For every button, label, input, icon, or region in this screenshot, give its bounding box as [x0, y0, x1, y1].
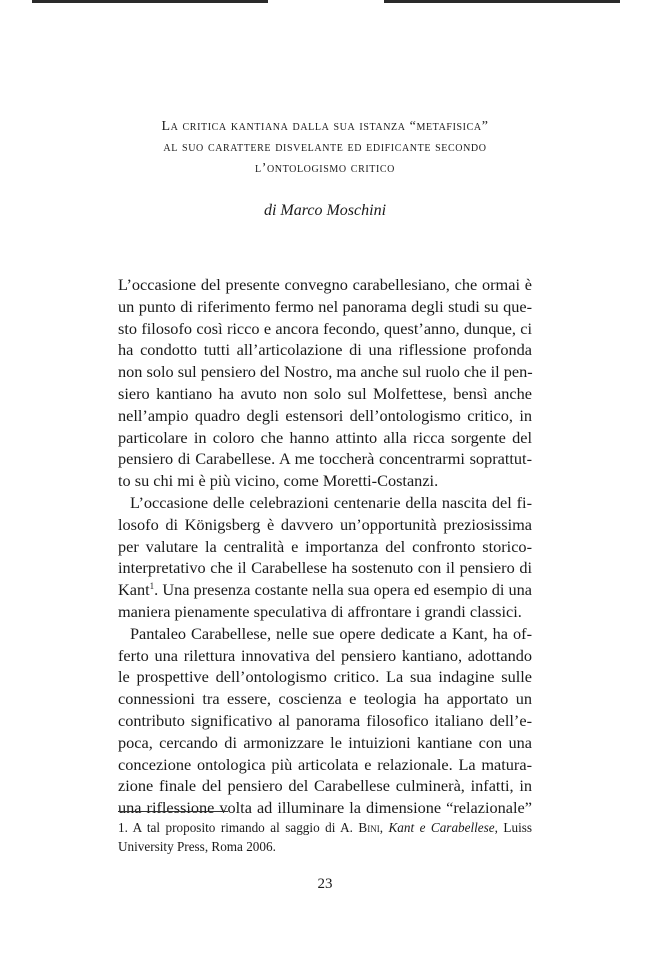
text-line: un punto di riferimento fermo nel panorama degli studi su que- [118, 296, 532, 316]
footnote-line [118, 818, 532, 837]
text-line: una riflessione volta ad illuminare la dimensione “relazionale” [118, 798, 532, 818]
text-line: concezione ontologica più articolata e relazionale. La matura- [118, 754, 532, 774]
kant-line-rest: . Una presenza costante nella sua opera ed esempio di una [154, 580, 532, 600]
text-line: L’occasione del presente convegno carabellesiano, che ormai è [118, 275, 532, 294]
text-line: L’occasione delle celebrazioni centenarie della nascita del fi- [130, 492, 532, 512]
footnote [118, 818, 532, 856]
text-line: nell’ampio quadro degli estensori dell’ontologismo critico, in [118, 405, 532, 425]
text-line: sto filosofo così ricco e ancora fecondo, quest’anno, dunque, ci [118, 318, 532, 338]
page-number: 23 [317, 876, 333, 892]
text-line: siero kantiano ha avuto non solo sul Molfettese, bensì anche [118, 383, 532, 403]
text-line: pensiero di Carabellese. A me toccherà concentrarmi soprattut- [118, 449, 532, 469]
top-rule-left [32, 0, 268, 3]
text-line: le prospettive dell’ontologismo critico. La sua indagine sulle [118, 667, 532, 687]
cited-author: Bini [358, 820, 380, 835]
text-line: per valutare la centralità e importanza del confronto storico- [118, 536, 532, 556]
footnote-ref[interactable]: 1 [149, 581, 155, 592]
title-line: al suo carattere disvelante ed edificante secondo [163, 140, 487, 155]
text-line: losofo di Königsberg è davvero un’opportunità preziosissima [118, 514, 532, 534]
footnote-divider [118, 811, 228, 812]
text-line: poca, cercando di armonizzare le intuizioni kantiane con una [118, 732, 532, 752]
footnote-line: University Press, Roma 2006. [118, 839, 276, 854]
text-line [118, 579, 532, 601]
text-line: non solo sul pensiero del Nostro, ma anche sul ruolo che il pen- [118, 362, 533, 382]
chapter-title [100, 116, 550, 179]
text-line: to su chi mi è più vicino, come Moretti-Costanzi. [118, 471, 439, 491]
author-byline: di Marco Moschini [263, 202, 387, 219]
text-line: zione finale del pensiero del Carabellese culminerà, infatti, in [118, 776, 532, 796]
text-line: particolare in coloro che hanno attinto alla ricca sorgente del [118, 427, 532, 447]
footnote-text: , Luiss [494, 820, 532, 835]
text-line: ha condotto tutti all’articolazione di una riflessione profonda [118, 340, 532, 360]
top-rule-right [384, 0, 620, 3]
footnote-sep: , [379, 820, 389, 835]
text-line: connessioni tra essere, coscienza e teologia ha apportato un [118, 689, 532, 709]
kant-word: Kant [118, 580, 150, 600]
body-text [118, 274, 532, 819]
text-line: ferto una rilettura innovativa del pensiero kantiano, adottando [118, 645, 532, 665]
title-line: La critica kantiana dalla sua istanza “metafisica” [161, 119, 489, 134]
footnote-text: 1. A tal proposito rimando al saggio di A. [118, 820, 359, 835]
text-line: contributo significativo al panorama filosofico italiano dell’e- [118, 710, 532, 730]
cited-book-title: Kant e Carabellese [388, 820, 495, 835]
text-line: Pantaleo Carabellese, nelle sue opere dedicate a Kant, ha of- [130, 623, 532, 643]
text-line: interpretativo che il Carabellese ha sostenuto con il pensiero di [118, 558, 532, 578]
text-line: maniera pienamente speculativa di affrontare i grandi classici. [118, 601, 522, 621]
title-line: l’ontologismo critico [254, 161, 396, 176]
